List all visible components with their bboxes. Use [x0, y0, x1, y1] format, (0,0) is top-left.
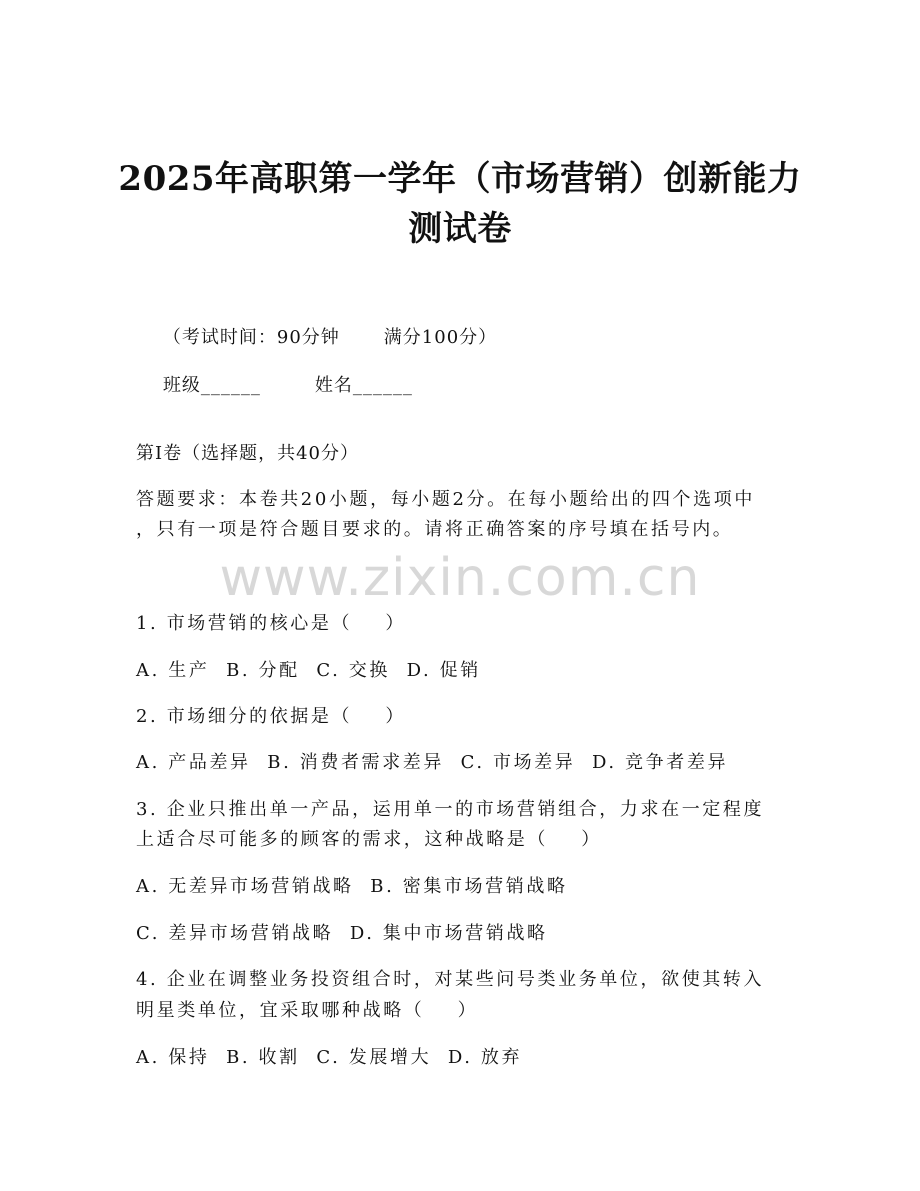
document-title-line2: 测试卷	[408, 209, 512, 249]
instructions-line2: ，只有一项是符合题目要求的。请将正确答案的序号填在括号内。	[136, 519, 734, 540]
document-title-line1: 2025年高职第一学年（市场营销）创新能力	[118, 159, 802, 199]
question-3-stem-line1: 3. 企业只推出单一产品，运用单一的市场营销组合，力求在一定程度	[136, 799, 765, 820]
question-3-options-line2: C. 差异市场营销战略 D. 集中市场营销战略	[136, 923, 548, 944]
student-info-line	[136, 350, 413, 422]
question-3-stem-line2: 上适合尽可能多的顾客的需求，这种战略是（ ）	[136, 829, 602, 850]
exam-score: 满分100分）	[383, 327, 498, 348]
class-field: 班级______	[162, 375, 261, 396]
instructions-line1: 答题要求：本卷共20小题，每小题2分。在每小题给出的四个选项中	[136, 489, 755, 510]
question-4-stem-line1: 4. 企业在调整业务投资组合时，对某些问号类业务单位，欲使其转入	[136, 969, 765, 990]
exam-time: （考试时间：90分钟	[162, 327, 340, 348]
question-1-options: A. 生产 B. 分配 C. 交换 D. 促销	[136, 660, 481, 681]
watermark-text: www.zixin.com.cn	[219, 548, 701, 608]
section-heading: 第I卷（选择题，共40分）	[136, 443, 360, 464]
question-2-options: A. 产品差异 B. 消费者需求差异 C. 市场差异 D. 竞争者差异	[136, 752, 729, 773]
question-3-options-line1: A. 无差异市场营销战略 B. 密集市场营销战略	[136, 876, 568, 897]
name-field: 姓名______	[314, 375, 413, 396]
question-4-stem-line2: 明星类单位，宜采取哪种战略（ ）	[136, 1000, 479, 1021]
question-1-stem: 1. 市场营销的核心是（ ）	[136, 613, 406, 634]
question-4-options: A. 保持 B. 收割 C. 发展增大 D. 放弃	[136, 1047, 523, 1068]
question-2-stem: 2. 市场细分的依据是（ ）	[136, 706, 406, 727]
